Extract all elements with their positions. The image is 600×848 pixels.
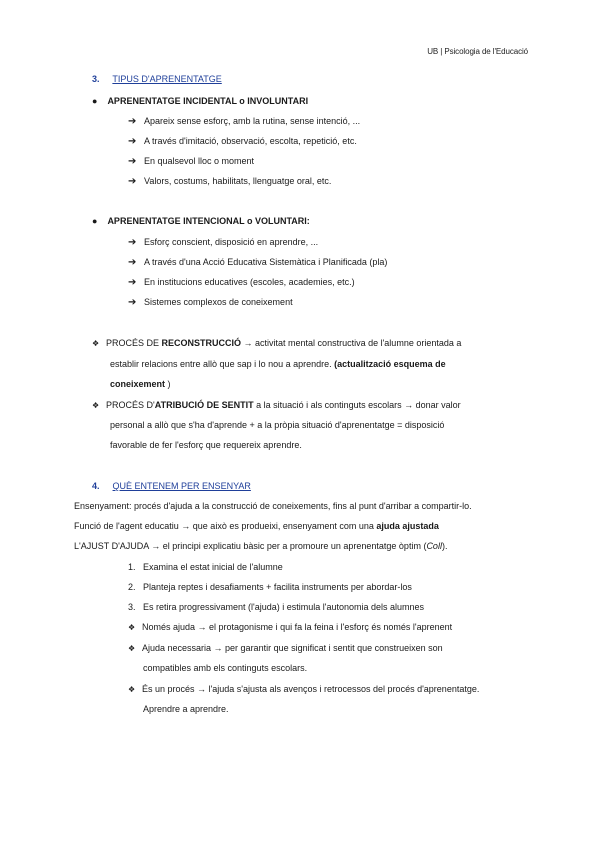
section-4-title-link[interactable]: QUÈ ENTENEM PER ENSENYAR — [112, 481, 251, 491]
bullet-dot: ● — [92, 96, 98, 106]
proces-reconstruccio-line2: establir relacions entre allò que sap i lo nou a aprendre. (actualització esquema de — [110, 359, 446, 369]
paragraph-ensenyament: Ensenyament: procés d'ajuda a la construcció de coneixements, fins al punt d'arribar a compartir-lo. — [74, 501, 472, 511]
diamond-item-nomes-ajuda: ❖ Només ajuda → el protagonisme i qui fa la feina i l'esforç és només l'aprenent — [128, 622, 453, 632]
arrow-right-icon: ➔ — [128, 116, 137, 127]
page-header: UB | Psicologia de l'Educació — [427, 47, 528, 56]
ordered-item: 3. Es retira progressivament (l'ajuda) i estimula l'autonomia dels alumnes — [128, 602, 425, 612]
section-number: 3. — [92, 74, 100, 84]
diamond-bullet-icon: ❖ — [92, 401, 100, 410]
diamond-bullet-icon: ❖ — [128, 685, 136, 694]
arrow-right-icon: ➔ — [128, 176, 137, 187]
list-item: ➔ A través d'imitació, observació, escolta, repetició, etc. — [128, 136, 357, 147]
arrow-right-icon: ➔ — [128, 257, 137, 268]
ordered-item: 2. Planteja reptes i desafiaments + facilita instruments per abordar-los — [128, 582, 412, 592]
section-4-heading — [92, 480, 251, 492]
diamond-item-ajuda-necessaria: ❖ Ajuda necessaria → per garantir que significat i sentit que construeixen son — [128, 643, 443, 653]
list-item: ➔ Valors, costums, habilitats, llenguatge oral, etc. — [128, 176, 332, 187]
paragraph-funcio: Funció de l'agent educatiu → que això es produeixi, ensenyament com una ajuda ajustada — [74, 521, 439, 531]
proces-atribucio-line3: favorable de fer l'esforç que requereix aprendre. — [110, 440, 302, 450]
list-item: ➔ Sistemes complexos de coneixement — [128, 297, 293, 308]
diamond-bullet-icon: ❖ — [128, 623, 136, 632]
section-3-title-link[interactable]: TIPUS D'APRENENTATGE — [112, 74, 222, 84]
diamond-item-ajuda-necessaria-cont: compatibles amb els continguts escolars. — [143, 663, 308, 673]
proces-reconstruccio-line3: coneixement ) — [110, 379, 171, 389]
ordered-item: 1. Examina el estat inicial de l'alumne — [128, 562, 283, 572]
intencional-heading: ● APRENENTATGE INTENCIONAL o VOLUNTARI: — [92, 216, 310, 226]
section-number: 4. — [92, 481, 100, 491]
arrow-right-icon: ➔ — [128, 297, 137, 308]
proces-atribucio-line1: ❖ PROCÉS D'ATRIBUCIÓ DE SENTIT a la situació i als continguts escolars → donar valor — [92, 400, 461, 410]
arrow-right-icon: ➔ — [128, 277, 137, 288]
diamond-item-proces-cont: Aprendre a aprendre. — [143, 704, 229, 714]
proces-reconstruccio-line1: ❖ PROCÉS DE RECONSTRUCCIÓ → activitat mental constructiva de l'alumne orientada a — [92, 338, 462, 348]
diamond-bullet-icon: ❖ — [128, 644, 136, 653]
section-3-heading — [92, 73, 222, 85]
diamond-item-proces: ❖ És un procés → l'ajuda s'ajusta als avenços i retrocessos del procés d'aprenentatge. — [128, 684, 480, 694]
diamond-bullet-icon: ❖ — [92, 339, 100, 348]
arrow-right-icon: ➔ — [128, 136, 137, 147]
list-item: ➔ Apareix sense esforç, amb la rutina, sense intenció, ... — [128, 116, 361, 127]
bullet-dot: ● — [92, 216, 98, 226]
list-item: ➔ Esforç conscient, disposició en aprendre, ... — [128, 237, 319, 248]
arrow-right-icon: ➔ — [128, 237, 137, 248]
paragraph-ajust: L'AJUST D'AJUDA → el principi explicatiu bàsic per a promoure un aprenentatge òptim (Coll). — [74, 541, 448, 551]
list-item: ➔ En institucions educatives (escoles, academies, etc.) — [128, 277, 355, 288]
list-item: ➔ En qualsevol lloc o moment — [128, 156, 255, 167]
arrow-right-icon: ➔ — [128, 156, 137, 167]
proces-atribucio-line2: personal a allò que s'ha d'aprende + a la pròpia situació d'aprenentatge = disposició — [110, 420, 445, 430]
incidental-heading: ● APRENENTATGE INCIDENTAL o INVOLUNTARI — [92, 96, 309, 106]
list-item: ➔ A través d'una Acció Educativa Sistemàtica i Planificada (pla) — [128, 257, 388, 268]
